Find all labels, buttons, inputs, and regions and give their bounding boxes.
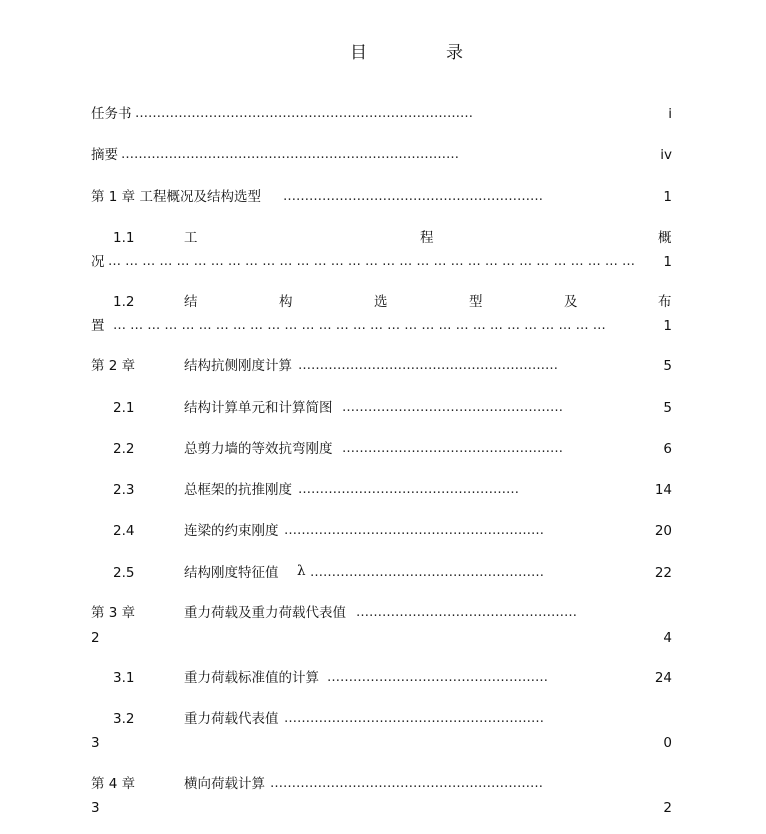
toc-page-number: 24 xyxy=(654,670,672,686)
toc-chapter-label: 第 1 章 工程概况及结构选型 xyxy=(91,189,261,205)
toc-page-number-part: 3 xyxy=(91,735,100,751)
toc-entry-title: 总框架的抗推刚度 xyxy=(184,482,292,498)
toc-chapter-label: 第 3 章 xyxy=(91,605,136,621)
toc-page-number: 6 xyxy=(663,441,672,457)
toc-title-char-2: 录 xyxy=(446,43,463,63)
toc-leader-dots: ……………………………………………………… xyxy=(270,776,543,791)
toc-leader-dots: …………………………………………… xyxy=(298,482,519,497)
toc-leader-dots: …………………………………………… xyxy=(356,605,577,620)
toc-section-char: 况 xyxy=(91,254,105,270)
toc-leader-dots: …………………………………………………… xyxy=(298,358,558,373)
toc-section-char: 布 xyxy=(658,294,672,310)
toc-section-char: 概 xyxy=(658,230,672,246)
toc-page-number-part: 0 xyxy=(663,735,672,751)
toc-section-number: 1.1 xyxy=(113,230,135,246)
toc-title xyxy=(0,38,766,62)
toc-entry-title: 重力荷载及重力荷载代表值 xyxy=(184,605,346,621)
toc-entry-title: 横向荷载计算 xyxy=(184,776,265,792)
toc-section-number: 2.1 xyxy=(113,400,135,416)
toc-section-char: 结 xyxy=(184,294,198,310)
toc-section-number: 2.5 xyxy=(113,565,135,581)
toc-entry-title: 重力荷载代表值 xyxy=(184,711,279,727)
toc-entry-label: 任务书 xyxy=(91,106,132,122)
toc-title-char-1: 目 xyxy=(350,43,367,63)
toc-page-number: 5 xyxy=(663,400,672,416)
toc-page-number: 20 xyxy=(654,523,672,539)
toc-section-number: 2.2 xyxy=(113,441,135,457)
toc-chapter-label: 第 2 章 xyxy=(91,358,136,374)
toc-leader-dots: …………………………………………… xyxy=(342,441,563,456)
toc-page-number: 14 xyxy=(654,482,672,498)
toc-section-number: 2.4 xyxy=(113,523,135,539)
toc-leader-dots: …………………………………………… xyxy=(342,400,563,415)
toc-section-char: 及 xyxy=(564,294,578,310)
toc-entry-title: 总剪力墙的等效抗弯刚度 xyxy=(184,441,333,457)
toc-entry-title: 结构计算单元和计算简图 xyxy=(184,400,333,416)
toc-page-number-part: 2 xyxy=(91,630,100,646)
toc-section-number: 2.3 xyxy=(113,482,135,498)
toc-entry-title: 重力荷载标准值的计算 xyxy=(184,670,319,686)
toc-section-number: 3.2 xyxy=(113,711,135,727)
toc-section-char: 型 xyxy=(469,294,483,310)
toc-leader-dots: …………………………………………………… xyxy=(284,523,544,538)
toc-page-number: 1 xyxy=(663,254,672,270)
toc-page-number: 22 xyxy=(654,565,672,581)
toc-page-number: 1 xyxy=(663,318,672,334)
lambda-symbol: λ xyxy=(297,563,306,579)
toc-page-number: 1 xyxy=(663,189,672,205)
toc-page-number-part: 4 xyxy=(663,630,672,646)
toc-chapter-label: 第 4 章 xyxy=(91,776,136,792)
toc-leader-dots: … … … … … … … … … … … … … … … … … … … … … … … … … … … … … xyxy=(113,318,606,333)
toc-entry-label: 摘要 xyxy=(91,147,118,163)
toc-leader-dots: …………………………………………………… xyxy=(284,711,544,726)
toc-page-number: 5 xyxy=(663,358,672,374)
toc-section-char: 工 xyxy=(184,230,198,246)
toc-leader-dots: …………………………………………………… xyxy=(283,189,543,204)
toc-leader-dots: …………………………………………………………………… xyxy=(135,106,473,121)
toc-page-number: iv xyxy=(660,147,672,163)
toc-section-number: 3.1 xyxy=(113,670,135,686)
toc-leader-dots: … … … … … … … … … … … … … … … … … … … … … … … … … … … … … … … xyxy=(108,254,635,269)
toc-leader-dots: …………………………………………………………………… xyxy=(121,147,459,162)
toc-section-char: 置 xyxy=(91,318,105,334)
toc-page-number-part: 3 xyxy=(91,800,100,816)
toc-leader-dots: …………………………………………… xyxy=(327,670,548,685)
toc-section-char: 选 xyxy=(374,294,388,310)
toc-page-number: i xyxy=(668,106,672,122)
toc-section-char: 构 xyxy=(279,294,293,310)
toc-entry-title: 连梁的约束刚度 xyxy=(184,523,279,539)
toc-section-number: 1.2 xyxy=(113,294,135,310)
toc-entry-title: 结构抗侧刚度计算 xyxy=(184,358,292,374)
toc-section-char: 程 xyxy=(420,230,434,246)
toc-page-number-part: 2 xyxy=(663,800,672,816)
toc-leader-dots: ……………………………………………… xyxy=(310,565,544,580)
toc-entry-title: 结构刚度特征值 xyxy=(184,565,279,581)
